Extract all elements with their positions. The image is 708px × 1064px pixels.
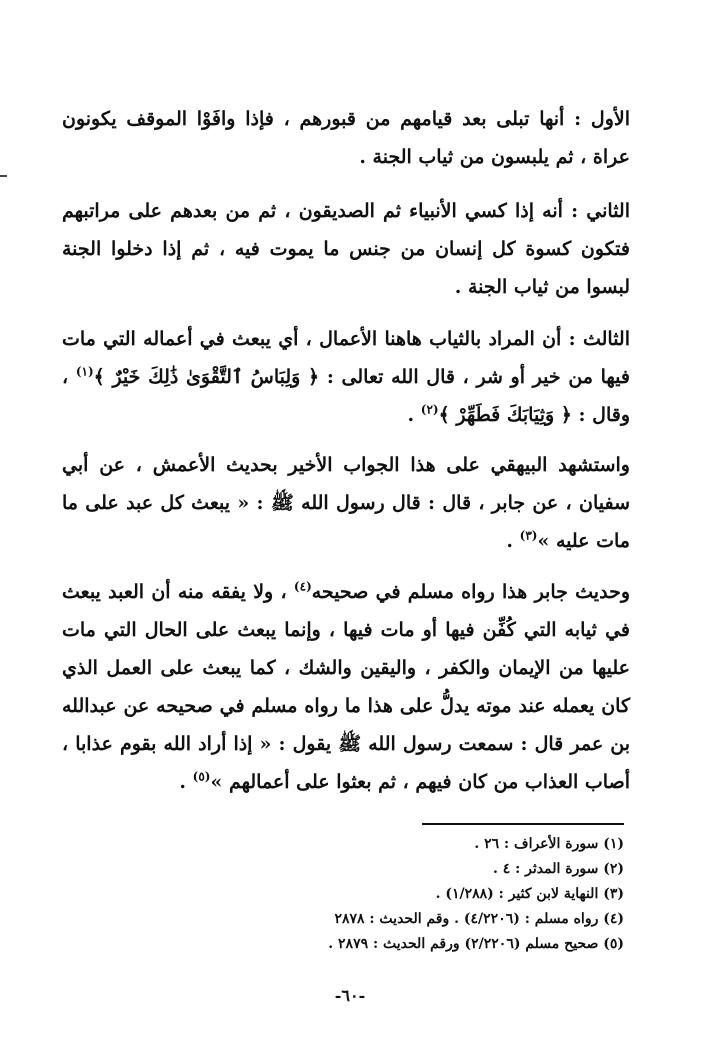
footnote-ref[interactable]: (٤)	[293, 579, 312, 594]
paragraph-bayhaqi	[62, 446, 630, 560]
footnote-ref[interactable]: (٣)	[519, 528, 538, 543]
paragraph-text: .	[506, 530, 520, 552]
paragraph-second-answer	[62, 192, 630, 306]
paragraph-text: أنه إذا كسي الأنبياء ثم الصديقون ، ثم من بعدهم على مراتبهم فتكون كسوة كل إنسان من جنس ما يموت فيه ، ثم إذا دخلوا الجنة لبسوا من ثياب الجنة .	[62, 200, 630, 298]
paragraph-text: واستشهد البيهقي على هذا الجواب الأخير بحديث الأعمش ، عن أبي سفيان ، عن جابر ، قال : قال رسول الله ﷺ : « يبعث كل عبد على ما مات عليه »	[62, 454, 630, 552]
paragraph-text: .	[179, 771, 193, 793]
footnote-ref[interactable]: (٢)	[420, 402, 439, 417]
paragraph-text: .	[407, 404, 421, 426]
footnote-divider	[422, 823, 624, 825]
footnote-item: (٢) سورة المدثر : ٤ .	[492, 861, 624, 877]
paragraph-lead: الثالث :	[568, 328, 630, 350]
footnote-item: (٥) صحيح مسلم (٢/٢٢٠٦) ورقم الحديث : ٢٨٧٩ .	[328, 936, 624, 952]
paragraph-third-answer	[62, 320, 630, 434]
scan-edge-mark	[0, 175, 7, 177]
footnote-ref[interactable]: (١)	[75, 364, 94, 379]
footnote-item: (١) سورة الأعراف : ٢٦ .	[474, 836, 624, 852]
paragraph-lead: الأول :	[574, 108, 630, 130]
footnote-item: (٤) رواه مسلم : (٤/٢٢٠٦) . وقم الحديث : ٢٨٧٨	[334, 911, 624, 927]
paragraph-text: ، ولا يفقه منه أن العبد يبعث في ثيابه التي كُفِّن فيها أو مات فيها ، وإنما يبعث على الحال التي مات عليها من الإيمان والكفر ، واليقين والشك ، كما يبعث على العمل الذي كان يعمله عند موته يدلُّ على هذا ما رواه مسلم في صحيحه عن عبدالله بن عمر قال : سمعت رسول الله ﷺ يقول : « إذا أراد الله بقوم عذابا ، أصاب العذاب من كان فيهم ، ثم بعثوا على أعمالهم »	[62, 581, 630, 793]
paragraph-text: ، وقال : ﴿ وَثِيَابَكَ فَطَهِّرْ ﴾	[62, 366, 630, 426]
paragraph-text: أنها تبلى بعد قيامهم من قبورهم ، فإذا وافَوْا الموقف يكونون عراة ، ثم يلبسون من ثياب الجنة .	[62, 108, 630, 168]
page-number: -٦٠-	[334, 986, 366, 1005]
paragraph-lead: الثاني :	[571, 200, 631, 222]
footnote-item: (٣) النهاية لابن كثير : (١/٢٨٨) .	[435, 886, 624, 902]
paragraph-first-answer	[62, 100, 630, 176]
paragraph-jabir-hadith	[62, 573, 630, 801]
footnote-ref[interactable]: (٥)	[192, 769, 211, 784]
footnotes-list	[62, 832, 624, 957]
paragraph-text: أن المراد بالثياب هاهنا الأعمال ، أي يبعث في أعماله التي مات فيها من خير أو شر ، قال الله تعالى : ﴿ وَلِبَاسُ ٱلتَّقْوَىٰ ذَٰلِكَ خَيْرٌ ﴾	[62, 328, 630, 388]
paragraph-text: وحديث جابر هذا رواه مسلم في صحيحه	[311, 581, 630, 603]
